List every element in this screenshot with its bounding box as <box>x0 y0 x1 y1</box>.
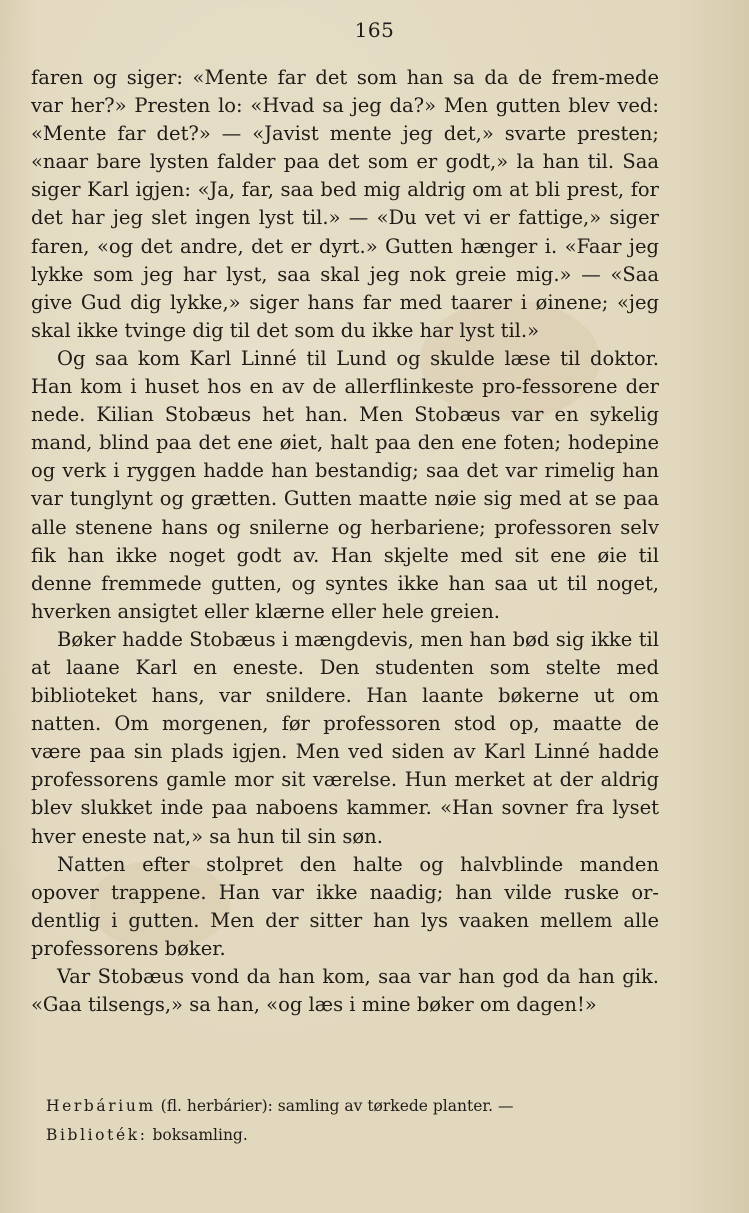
footnote-term: Biblioték: <box>46 1126 148 1144</box>
paragraph: faren og siger: «Mente far det som han sa da de frem-mede var her?» Presten lo: «Hvad sa jeg da?» Men gutten blev ved: «Mente far det?» — «Javist mente jeg det,» svarte presten; «naar bare lysten falder paa det som er godt,» la han til. Saa siger Karl igjen: «Ja, far, saa bed mig aldrig om at bli prest, for det har jeg slet ingen lyst til.» — «Du vet vi er fattige,» siger faren, «og det andre, det er dyrt.» Gutten hænger i. «Faar jeg lykke som jeg har lyst, saa skal jeg nok greie mig.» — «Saa give Gud dig lykke,» siger hans far med taarer i øinene; «jeg skal ikke tvinge dig til det som du ikke har lyst til.» <box>31 66 659 342</box>
footnote <box>46 1121 686 1150</box>
paragraph: Og saa kom Karl Linné til Lund og skulde læse til doktor. Han kom i huset hos en av de allerflinkeste pro-fessorene der nede. Kilian Stobæus het han. Men Stobæus var en sykelig mand, blind paa det ene øiet, halt paa den ene foten; hodepine og verk i ryggen hadde han bestandig; saa det var rimelig han var tunglynt og grætten. Gutten maatte nøie sig med at se paa alle stenene hans og snilerne og herbariene; professoren selv fik han ikke noget godt av. Han skjelte med sit ene øie til denne fremmede gutten, og syntes ikke han saa ut til noget, hverken ansigtet eller klærne eller hele greien. <box>31 346 659 623</box>
footnote-definition: (fl. herbárier): samling av tørkede planter. — <box>160 1097 514 1115</box>
footnote <box>46 1092 686 1121</box>
paragraph: Bøker hadde Stobæus i mængdevis, men han bød sig ikke til at laane Karl en eneste. Den studenten som stelte med biblioteket hans, var snildere. Han laante bøkerne ut om natten. Om morgenen, før professoren stod op, maatte de være paa sin plads igjen. Men ved siden av Karl Linné hadde professorens gamle mor sit værelse. Hun merket at der aldrig blev slukket inde paa naboens kammer. «Han sovner fra lyset hver eneste nat,» sa hun til sin søn. <box>31 627 659 848</box>
page-number: 165 <box>354 18 395 42</box>
body-text <box>31 64 659 1019</box>
paragraph: Natten efter stolpret den halte og halvblinde manden opover trappene. Han var ikke naadig; han vilde ruske or-dentlig i gutten. Men der sitter han lys vaaken mellem alle professorens bøker. <box>31 852 659 960</box>
paragraph: Var Stobæus vond da han kom, saa var han god da han gik. «Gaa tilsengs,» sa han, «og læs i mine bøker om dagen!» <box>31 965 659 1017</box>
footnote-definition: boksamling. <box>152 1126 248 1144</box>
footnotes <box>46 1092 686 1150</box>
footnote-term: Herbárium <box>46 1097 156 1115</box>
